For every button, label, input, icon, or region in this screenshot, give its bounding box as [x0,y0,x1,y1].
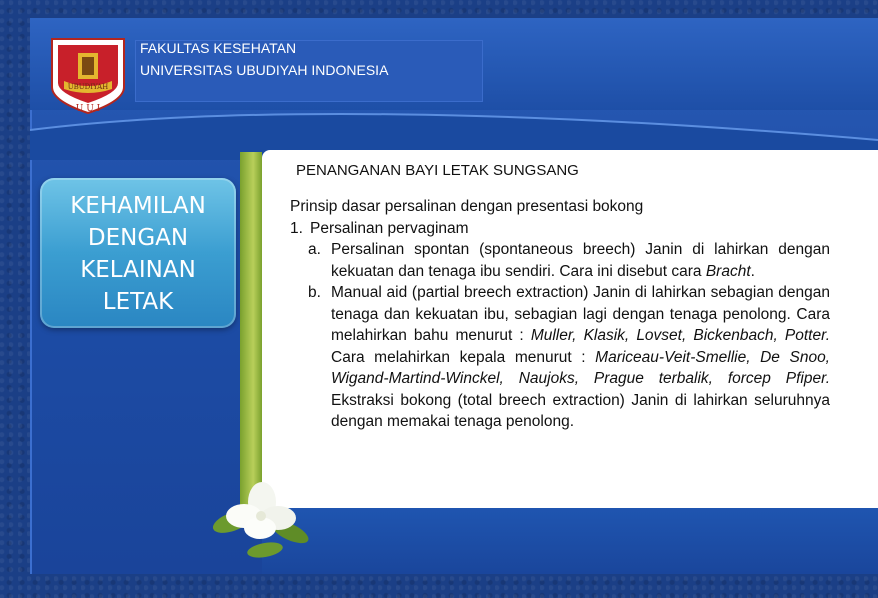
sub-letter: a. [308,241,321,258]
university-name: UNIVERSITAS UBUDIYAH INDONESIA [140,62,389,78]
text-segment: . [750,262,755,280]
white-flower-icon [210,472,310,562]
logo-letters: U U I [75,104,101,114]
text-italic: Mariceau-Veit-Smellie, De Snoo, Wigand-Martind-Winckel, Naujoks, Prague terbalik, forcep Pfiper. [331,348,830,387]
sub-item-a-text [331,239,830,282]
list-number: 1. [290,219,303,237]
list-item [290,218,830,240]
text-segment: Manual aid (partial breech extraction) Janin di lahirkan sebagian dengan tenaga dan kekuatan ibu, sebagian lagi dengan tenaga penolong. Cara melahirkan bahu menurut : [331,284,830,344]
bottom-band [262,508,878,574]
accent-bar [240,152,262,512]
faculty-name: FAKULTAS KESEHATAN [140,40,297,56]
university-crest-icon [50,37,126,115]
text-segment: Cara melahirkan kepala menurut : [331,348,596,366]
logo-banner-text: UBUDIYAH [67,83,109,91]
sub-item-b-text [331,282,830,433]
list-label: Persalinan pervaginam [310,219,469,237]
text-italic: Bracht [705,262,751,280]
topic-card-text: KEHAMILAN DENGAN KELAINAN LETAK [70,193,206,315]
sub-item-a [290,239,830,282]
sub-letter: b. [308,284,321,301]
slide-body [290,196,830,433]
intro-text: Prinsip dasar persalinan dengan presentasi bokong [290,198,644,215]
sub-item-b [290,282,830,433]
text-segment: Persalinan spontan (spontaneous breech) Janin di lahirkan dengan kekuatan dan tenaga ibu sendiri. Cara ini disebut cara [331,241,830,280]
slide-title: PENANGANAN BAYI LETAK SUNGSANG [296,162,579,179]
text-italic: Muller, Klasik, Lovset, Bickenbach, Potter. [530,327,830,344]
text-segment: Ekstraksi bokong (total breech extraction) Janin di lahirkan seluruhnya dengan memakai tenaga penolong. [331,391,830,430]
